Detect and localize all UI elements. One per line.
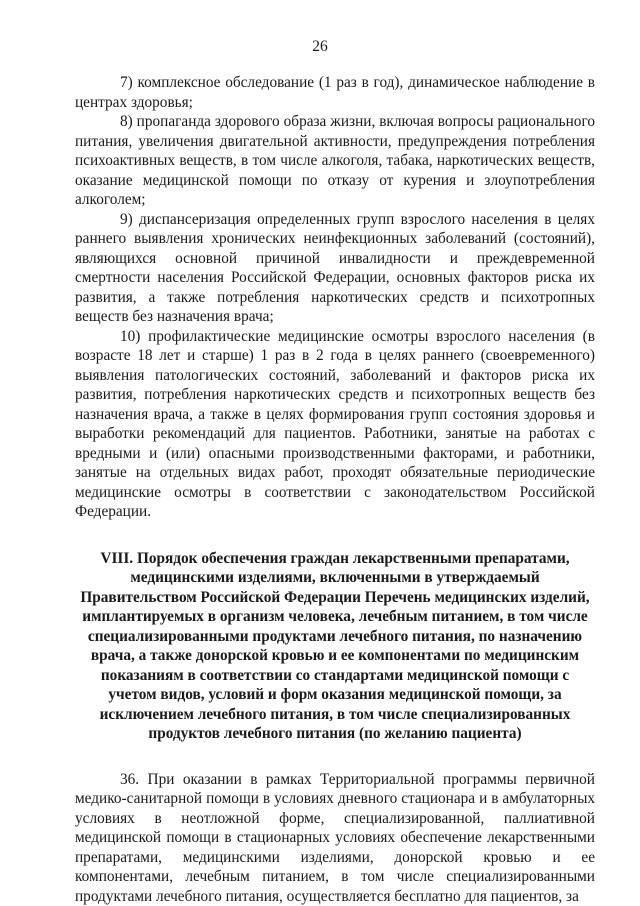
paragraph-36: 36. При оказании в рамках Территориальной программы первичной медико-санитарной помощи в условиях дневного стационара и в амбулаторных условиях в неотложной форме, специализированной, паллиативной медицинской помощи в стационарных условиях обеспечение лекарственными препаратами, медицинскими изделиями, донорской кровью и ее компонентами, лечебным питанием, в том числе специализированными продуктами лечебного питания, осуществляется бесплатно для пациентов, за: [75, 770, 595, 906]
list-item-7: 7) комплексное обследование (1 раз в год), динамическое наблюдение в центрах здоровья;: [75, 73, 595, 112]
page-content: [75, 73, 595, 906]
list-item-8: 8) пропаганда здорового образа жизни, включая вопросы рационального питания, увеличения двигательной активности, предупреждения потребления психоактивных веществ, в том числе алкоголя, табака, наркотических веществ, оказание медицинской помощи по отказу от курения и злоупотребления алкоголем;: [75, 112, 595, 210]
list-item-9: 9) диспансеризация определенных групп взрослого населения в целях раннего выявления хронических неинфекционных заболеваний (состояний), являющихся основной причиной инвалидности и преждевременной смертности населения Российской Федерации, основных факторов риска их развития, а также потребления наркотических средств и психотропных веществ без назначения врача;: [75, 210, 595, 327]
list-item-10: 10) профилактические медицинские осмотры взрослого населения (в возрасте 18 лет и старше) 1 раз в 2 года в целях раннего (своевременного) выявления патологических состояний, заболеваний и факторов риска их развития, потребления наркотических средств и психотропных веществ без назначения врача, а также в целях формирования групп состояния здоровья и выработки рекомендаций для пациентов. Работники, занятые на работах с вредными и (или) опасными производственными факторами, и работники, занятые на отдельных видах работ, проходят обязательные периодические медицинские осмотры в соответствии с законодательством Российской Федерации.: [75, 327, 595, 522]
section-heading: VIII. Порядок обеспечения граждан лекарственными препаратами, медицинскими изделиями, включенными в утверждаемый Правительством Российской Федерации Перечень медицинских изделий, имплантируемых в организм человека, лечебным питанием, в том числе специализированными продуктами лечебного питания, по назначению врача, а также донорской кровью и ее компонентами по медицинским показаниям в соответствии со стандартами медицинской помощи с учетом видов, условий и форм оказания медицинской помощи, за исключением лечебного питания, в том числе специализированных продуктов лечебного питания (по желанию пациента): [75, 549, 595, 744]
page-number: 26: [0, 37, 640, 57]
